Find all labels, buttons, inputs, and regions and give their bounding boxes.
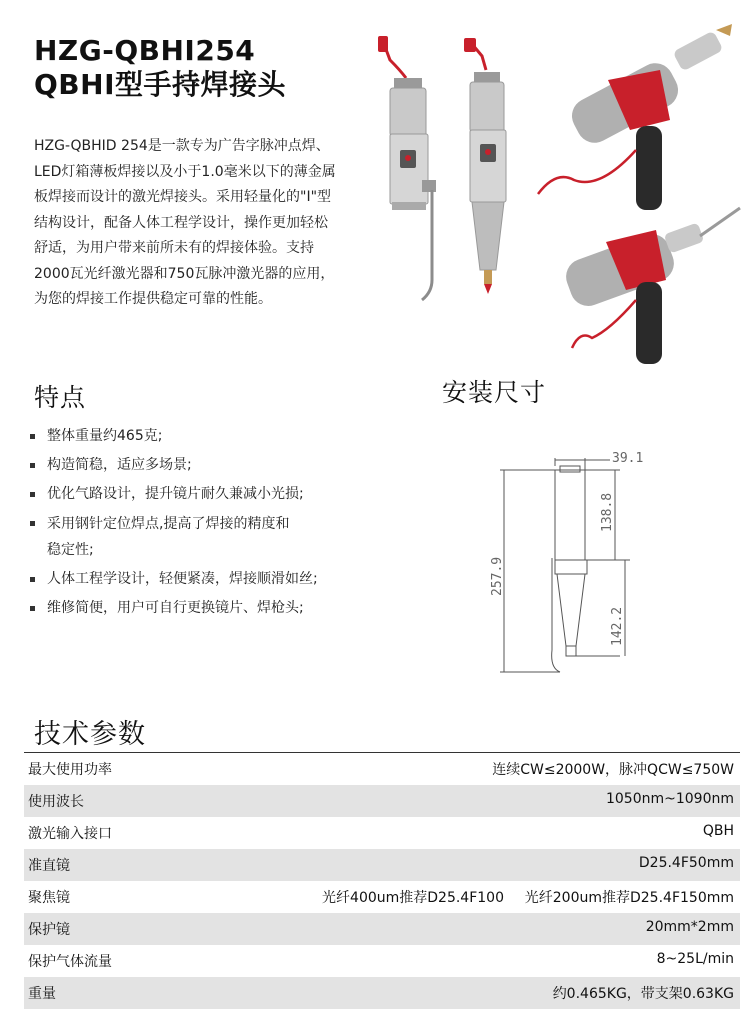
spec-value: 8~25L/min	[656, 951, 734, 967]
intro-paragraph	[34, 134, 370, 313]
specs-table	[24, 752, 740, 1009]
bullet-icon	[30, 606, 35, 611]
drawing-wire	[552, 558, 560, 672]
spec-value-secondary: 光纤200um推荐D25.4F150mm	[524, 890, 734, 906]
list-item: 维修简便，用户可自行更换镜片、焊枪头;	[30, 596, 370, 621]
dimension-total: 257.9	[490, 556, 505, 596]
spec-value: 连续CW≤2000W，脉冲QCW≤750W	[492, 762, 734, 778]
table-row	[24, 881, 740, 913]
table-row	[24, 817, 740, 849]
list-item: 构造简稳，适应多场景;	[30, 453, 370, 478]
dimension-drawing	[480, 440, 644, 690]
spec-value: 20mm*2mm	[645, 919, 734, 935]
bullet-icon	[30, 434, 35, 439]
drawing-nozzle-taper	[557, 574, 585, 646]
weld-head-angled-wire-image	[561, 208, 740, 364]
spec-value: 1050nm~1090nm	[605, 791, 734, 807]
bullet-icon	[30, 521, 35, 526]
spec-label: 最大使用功率	[28, 762, 112, 778]
intro-line: 2000瓦光纤激光器和750瓦脉冲激光器的应用，	[34, 265, 335, 282]
spec-label: 聚焦镜	[28, 890, 70, 906]
weld-head-nozzle-image	[464, 38, 506, 294]
table-row	[24, 753, 740, 785]
intro-line: 为您的焊接工作提供稳定可靠的性能。	[34, 291, 272, 307]
spec-value: 光纤400um推荐D25.4F100	[322, 890, 504, 906]
features-list	[30, 424, 370, 625]
spec-label: 保护镜	[28, 922, 70, 938]
intro-line: HZG-QBHID 254是一款专为广告字脉冲点焊、	[34, 138, 330, 154]
list-item: 整体重量约465克;	[30, 424, 370, 449]
spec-label: 重量	[28, 986, 56, 1002]
title-line-name: QBHI型手持焊接头	[34, 68, 286, 101]
bullet-icon	[30, 577, 35, 582]
intro-line: LED灯箱薄板焊接以及小于1.0毫米以下的薄金属	[34, 163, 336, 180]
install-heading: 安装尺寸	[442, 378, 547, 407]
intro-line: 结构设计，配备人体工程学设计，操作更加轻松	[34, 214, 328, 231]
dimension-width: 39.1	[612, 451, 644, 466]
dimension-lower: 142.2	[610, 606, 625, 646]
title-line-model: HZG-QBHI254	[34, 34, 256, 67]
weld-head-straight-image	[378, 36, 436, 300]
table-row	[24, 785, 740, 817]
spec-label: 使用波长	[28, 794, 84, 810]
intro-line: 板焊接而设计的激光焊接头。采用轻量化的"I"型	[34, 189, 332, 205]
product-photos	[360, 30, 750, 370]
spec-value: D25.4F50mm	[638, 855, 734, 871]
bullet-icon	[30, 492, 35, 497]
page-title	[34, 34, 286, 102]
spec-label: 激光输入接口	[28, 826, 112, 842]
spec-label: 保护气体流量	[28, 954, 112, 970]
table-row	[24, 945, 740, 977]
table-row	[24, 977, 740, 1009]
drawing-collar	[555, 560, 587, 574]
intro-line: 舒适，为用户带来前所未有的焊接体验。支持	[34, 240, 314, 256]
table-row	[24, 913, 740, 945]
specs-heading: 技术参数	[34, 719, 146, 750]
spec-label: 准直镜	[28, 858, 70, 874]
list-item: 人体工程学设计，轻便紧凑，焊接顺滑如丝;	[30, 567, 370, 592]
drawing-connector	[560, 466, 580, 472]
bullet-icon	[30, 463, 35, 468]
list-item: 优化气路设计，提升镜片耐久兼减小光损;	[30, 482, 370, 507]
list-item: 采用钢针定位焊点,提高了焊接的精度和 稳定性;	[30, 511, 370, 563]
spec-value: QBH	[702, 823, 734, 839]
dimension-upper: 138.8	[600, 492, 615, 532]
features-heading: 特点	[34, 383, 87, 412]
drawing-body-upper	[555, 470, 585, 560]
weld-head-angled-image	[538, 24, 732, 210]
table-row	[24, 849, 740, 881]
drawing-tip	[566, 646, 576, 656]
spec-value: 约0.465KG，带支架0.63KG	[552, 986, 734, 1002]
